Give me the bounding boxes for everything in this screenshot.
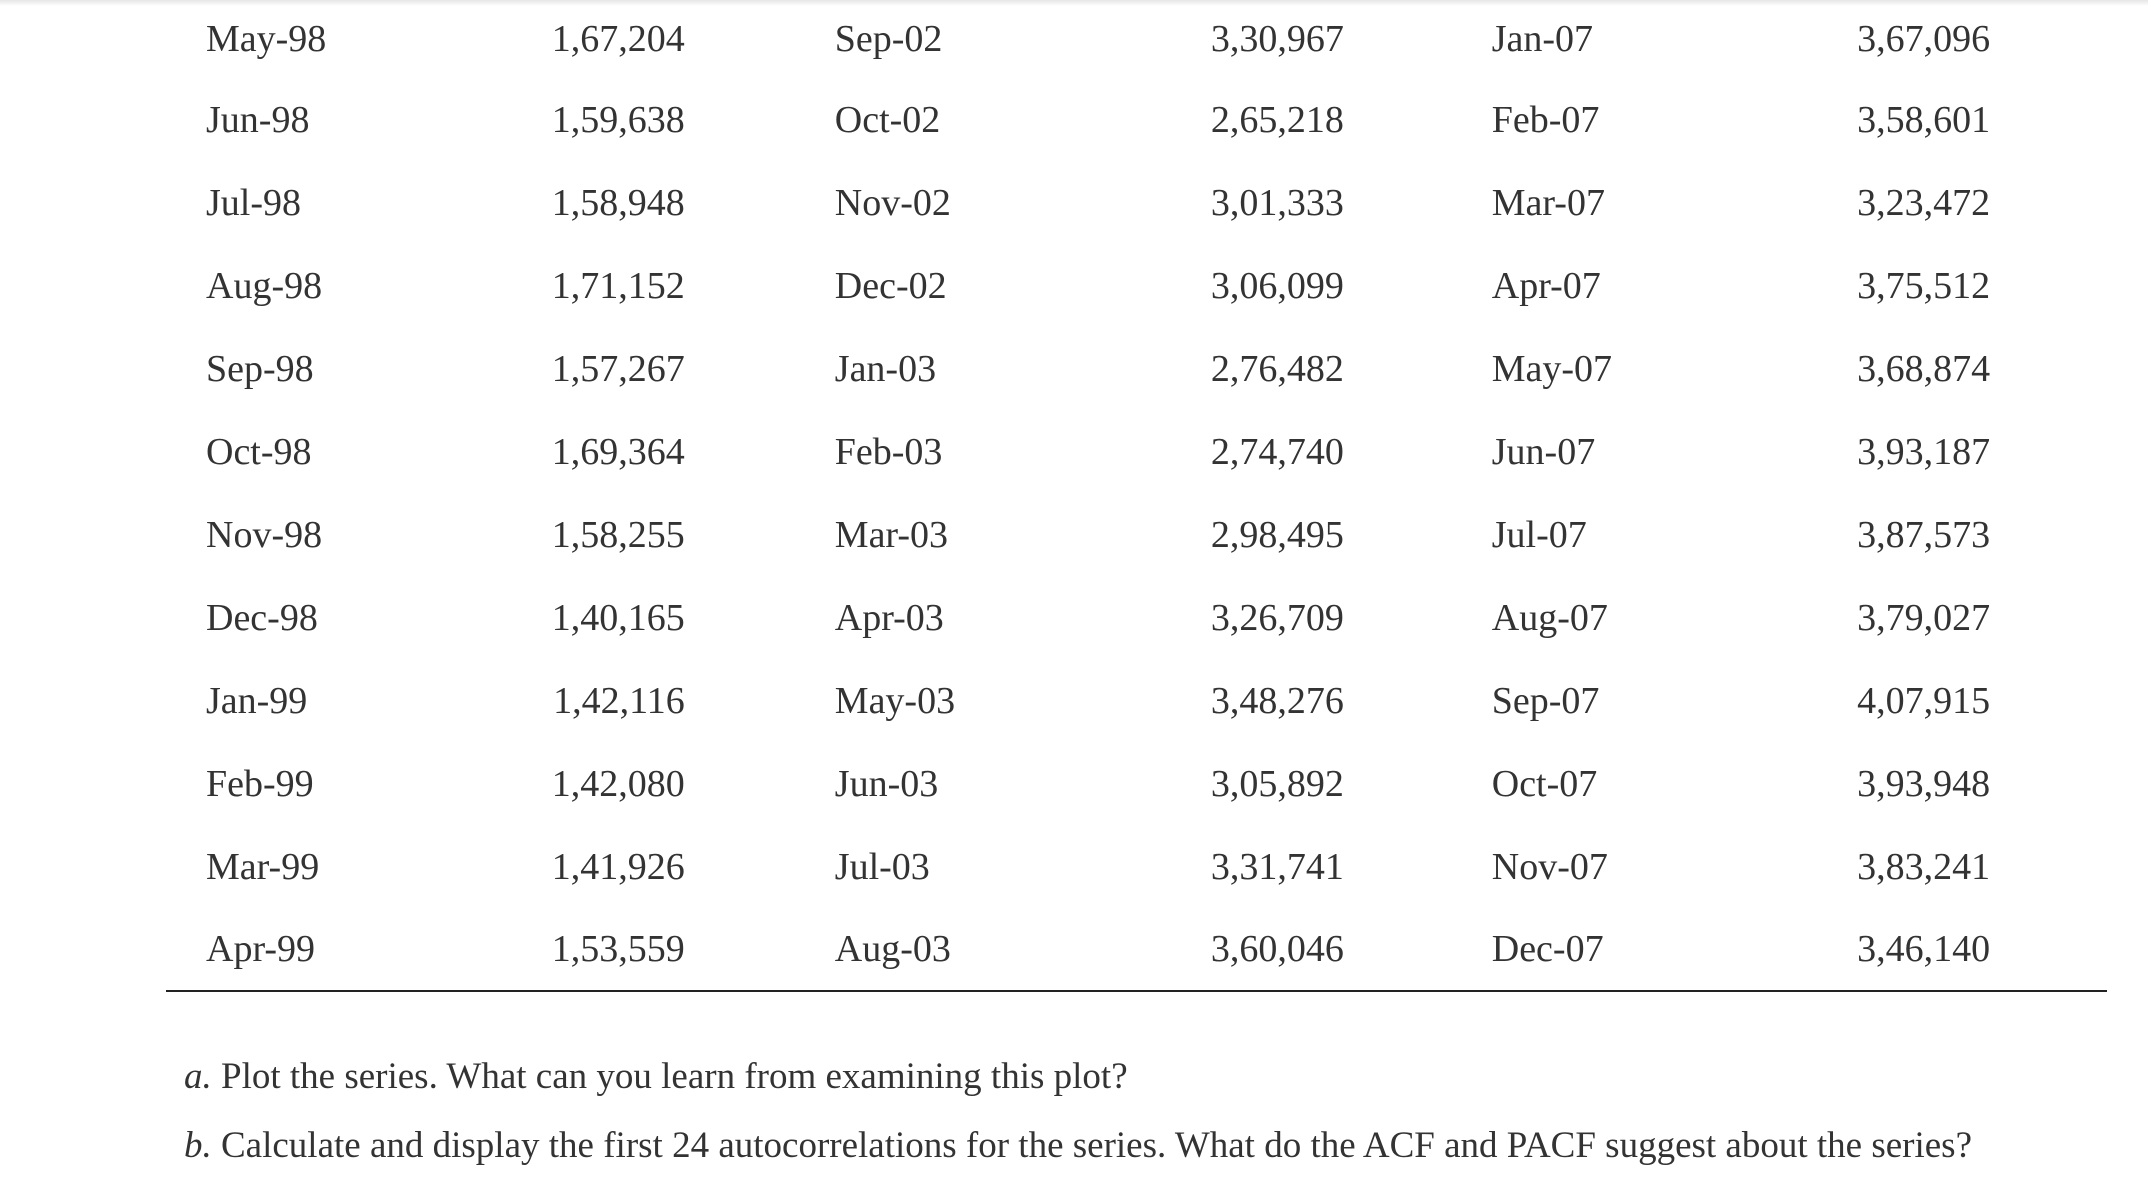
month-cell: Dec-02 (834, 264, 947, 307)
column-gap (685, 742, 835, 825)
column-gap (1990, 161, 2107, 244)
month-cell: Jun-03 (834, 762, 939, 805)
value-cell: 3,48,276 (1210, 679, 1344, 722)
question-a-text: Plot the series. What can you learn from examining this plot? (211, 1056, 1128, 1097)
table-row (166, 908, 2107, 991)
value-cell: 3,01,333 (1210, 181, 1344, 224)
value-cell: 1,58,255 (551, 513, 685, 556)
month-cell: Apr-99 (166, 908, 477, 991)
value-cell: 3,68,874 (1857, 347, 1991, 390)
column-gap (685, 0, 835, 78)
month-cell: Jul-03 (834, 845, 930, 888)
column-gap (685, 825, 835, 908)
value-cell: 1,57,267 (551, 347, 685, 390)
table-row (166, 576, 2107, 659)
month-cell: Nov-02 (834, 181, 951, 224)
column-gap (1344, 825, 1492, 908)
column-gap (1990, 0, 2107, 78)
month-cell: Feb-03 (834, 430, 943, 473)
month-cell: Mar-03 (834, 513, 948, 556)
column-gap (685, 908, 835, 991)
table-row (166, 78, 2107, 161)
value-cell: 2,74,740 (1210, 430, 1344, 473)
table-row (166, 410, 2107, 493)
value-cell: 1,41,926 (551, 845, 685, 888)
month-cell: Jun-07 (1491, 430, 1596, 473)
month-cell: Mar-99 (206, 845, 320, 888)
value-cell: 2,76,482 (1210, 347, 1344, 390)
value-cell: 3,67,096 (1857, 18, 1991, 60)
column-gap (685, 78, 835, 161)
value-cell: 3,87,573 (1857, 513, 1991, 556)
month-cell: May-98 (206, 18, 327, 60)
value-cell: 3,46,140 (1835, 908, 1990, 991)
value-cell: 1,59,638 (551, 98, 685, 141)
month-cell: Dec-98 (206, 596, 318, 639)
table-row (166, 825, 2107, 908)
month-cell: Jan-99 (206, 679, 308, 722)
value-cell: 3,93,948 (1857, 762, 1991, 805)
value-cell: 2,98,495 (1210, 513, 1344, 556)
month-cell: Jul-07 (1491, 513, 1587, 556)
month-cell: Sep-02 (834, 18, 943, 60)
column-gap (1990, 659, 2107, 742)
value-cell: 3,93,187 (1857, 430, 1991, 473)
column-gap (1344, 493, 1492, 576)
value-cell: 3,75,512 (1857, 264, 1991, 307)
value-cell: 1,67,204 (551, 18, 685, 60)
table-row (166, 327, 2107, 410)
month-cell: Jul-98 (206, 181, 301, 224)
value-cell: 2,65,218 (1210, 98, 1344, 141)
column-gap (1990, 908, 2107, 991)
column-gap (1990, 244, 2107, 327)
value-cell: 1,71,152 (551, 264, 685, 307)
month-cell: Apr-03 (834, 596, 944, 639)
column-gap (1344, 78, 1492, 161)
column-gap (1344, 327, 1492, 410)
value-cell: 1,42,116 (553, 679, 685, 722)
question-b-letter: b. (184, 1125, 212, 1166)
month-cell: Oct-02 (834, 98, 941, 141)
column-gap (1990, 825, 2107, 908)
month-cell: Aug-07 (1491, 596, 1608, 639)
month-cell: Aug-98 (206, 264, 323, 307)
month-cell: Sep-07 (1491, 679, 1600, 722)
table-row (166, 244, 2107, 327)
month-cell: Nov-98 (206, 513, 323, 556)
month-cell: Jan-03 (834, 347, 937, 390)
column-gap (1990, 493, 2107, 576)
value-cell: 1,69,364 (551, 430, 685, 473)
value-cell: 3,31,741 (1210, 845, 1344, 888)
table-row (166, 493, 2107, 576)
column-gap (1344, 410, 1492, 493)
column-gap (1990, 742, 2107, 825)
column-gap (1344, 742, 1492, 825)
table-body (166, 0, 2107, 991)
month-cell: Dec-07 (1492, 908, 1835, 991)
table-row (166, 161, 2107, 244)
value-cell: 3,79,027 (1857, 596, 1991, 639)
value-cell: 1,40,165 (551, 596, 685, 639)
value-cell: 1,42,080 (551, 762, 685, 805)
column-gap (1990, 78, 2107, 161)
table-row (166, 0, 2107, 78)
column-gap (1990, 327, 2107, 410)
column-gap (685, 244, 835, 327)
column-gap (685, 410, 835, 493)
column-gap (685, 576, 835, 659)
month-cell: Feb-07 (1491, 98, 1600, 141)
month-cell: Oct-98 (206, 430, 312, 473)
column-gap (1990, 576, 2107, 659)
value-cell: 3,06,099 (1210, 264, 1344, 307)
value-cell: 3,23,472 (1857, 181, 1991, 224)
value-cell: 4,07,915 (1857, 679, 1991, 722)
value-cell: 3,83,241 (1857, 845, 1991, 888)
question-b-text: Calculate and display the first 24 autocorrelations for the series. What do the ACF and PACF suggest about the series? (211, 1125, 1972, 1166)
value-cell: 3,60,046 (1146, 908, 1344, 991)
column-gap (685, 493, 835, 576)
column-gap (1344, 161, 1492, 244)
month-cell: Aug-03 (835, 908, 1146, 991)
month-cell: Jan-07 (1491, 18, 1594, 60)
column-gap (1344, 659, 1492, 742)
value-cell: 3,30,967 (1210, 18, 1344, 60)
column-gap (685, 161, 835, 244)
month-cell: Nov-07 (1491, 845, 1608, 888)
value-cell: 1,58,948 (551, 181, 685, 224)
month-cell: Feb-99 (206, 762, 314, 805)
month-cell: Jun-98 (206, 98, 310, 141)
month-cell: May-07 (1491, 347, 1613, 390)
question-a (184, 1057, 1128, 1097)
month-cell: Sep-98 (206, 347, 314, 390)
month-cell: Oct-07 (1491, 762, 1598, 805)
column-gap (1344, 576, 1492, 659)
time-series-table (166, 0, 2107, 992)
column-gap (685, 659, 835, 742)
value-cell: 1,53,559 (477, 908, 685, 991)
month-cell: May-03 (834, 679, 956, 722)
question-b (184, 1126, 1972, 1166)
column-gap (1344, 244, 1492, 327)
column-gap (1990, 410, 2107, 493)
value-cell: 3,26,709 (1210, 596, 1344, 639)
value-cell: 3,58,601 (1857, 98, 1991, 141)
column-gap (685, 327, 835, 410)
value-cell: 3,05,892 (1210, 762, 1344, 805)
table-row (166, 742, 2107, 825)
column-gap (1344, 0, 1492, 78)
question-a-letter: a. (184, 1056, 212, 1097)
column-gap (1344, 908, 1492, 991)
month-cell: Apr-07 (1491, 264, 1601, 307)
month-cell: Mar-07 (1491, 181, 1605, 224)
table-row (166, 659, 2107, 742)
